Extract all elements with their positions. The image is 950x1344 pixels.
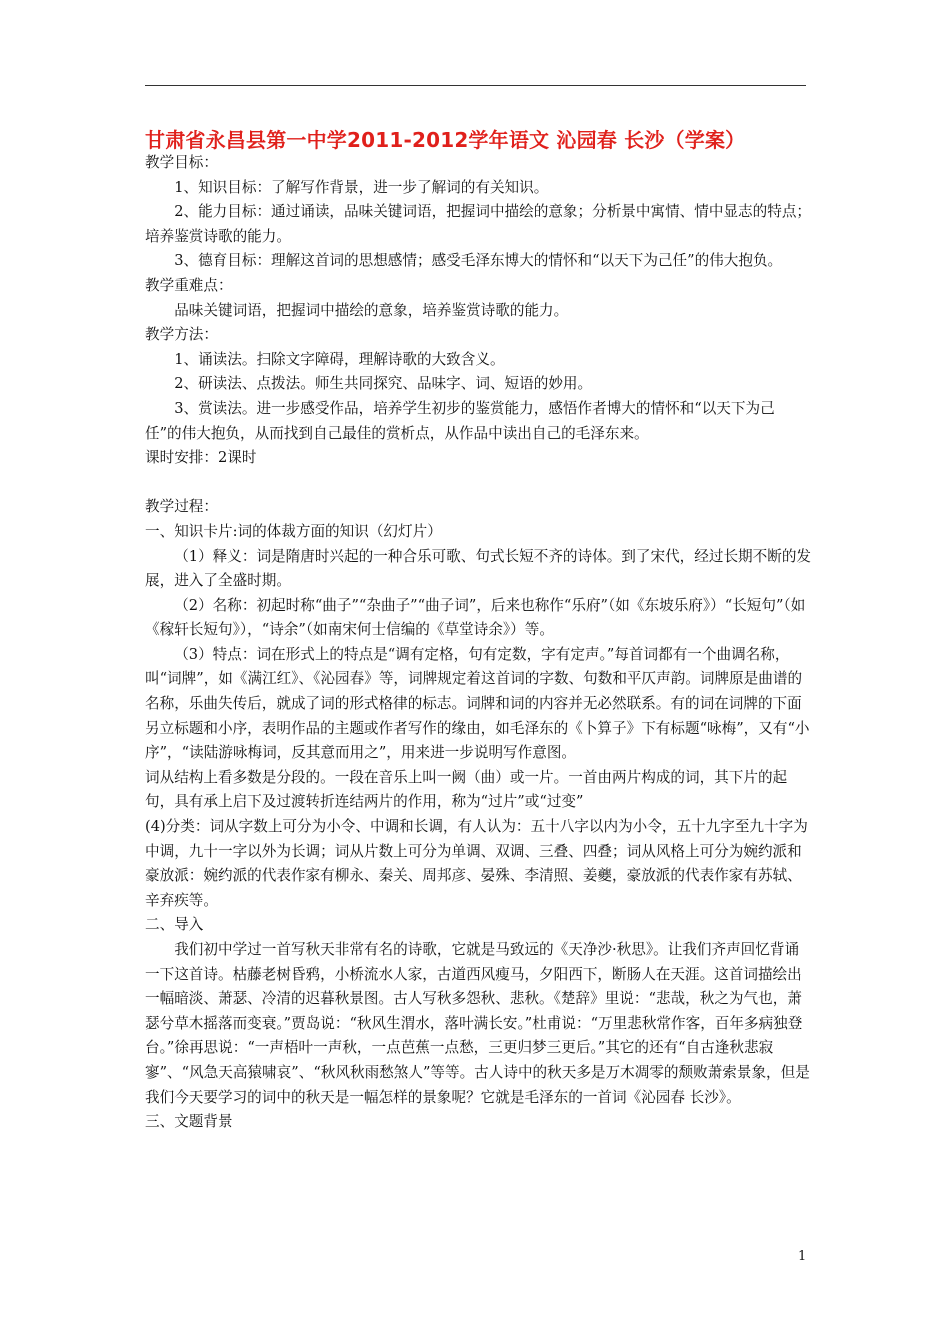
card-classification: (4)分类：词从字数上可分为小令、中调和长调，有人认为：五十八字以内为小令，五十九字至九十字为中调，九十一字以外为长调；词从片数上可分为单调、双调、三叠、四叠；词从风格上可分为婉约派和豪放派：婉约派的代表作家有柳永、秦关、周邦彦、晏殊、李清照、姜夔，豪放派的代表作家有苏轼、辛弃疾等。 [145, 818, 808, 909]
method-appreciation: 3、赏读法。进一步感受作品，培养学生初步的鉴赏能力，感悟作者博大的情怀和“以天下为己任”的伟大抱负，从而找到自己最佳的赏析点，从作品中读出自己的毛泽东来。 [145, 399, 775, 442]
document-title: 甘肃省永昌县第一中学2011-2012学年语文 沁园春 长沙（学案） [145, 128, 746, 152]
card-definition: （1）释义：词是隋唐时兴起的一种合乐可歌、句式长短不齐的诗体。到了宋代，经过长期不断的发展，进入了全盛时期。 [145, 547, 812, 590]
section-heading-key-points: 教学重难点： [145, 276, 233, 294]
section-background: 三、文题背景 [145, 1113, 233, 1131]
introduction-text: 我们初中学过一首写秋天非常有名的诗歌，它就是马致远的《天净沙·秋思》。让我们齐声回忆背诵一下这首诗。枯藤老树昏鸦，小桥流水人家，古道西风瘦马，夕阳西下，断肠人在天涯。这首词描绘出一幅暗淡、萧瑟、冷清的迟暮秋景图。古人写秋多怨秋、悲秋。《楚辞》里说：“悲哉，秋之为气也，萧瑟兮草木摇落而变衰。”贾岛说：“秋风生渭水，落叶满长安。”杜甫说：“万里悲秋常作客，百年多病独登台。”徐再思说：“一声梧叶一声秋，一点芭蕉一点愁，三更归梦三更后。”其它的还有“自古逢秋悲寂寥”、“风急天高猿啸哀”、“秋风秋雨愁煞人”等等。古人诗中的秋天多是万木凋零的颓败萧索景象，但是我们今天要学习的词中的秋天是一幅怎样的景象呢？它就是毛泽东的一首词《沁园春 长沙》。 [145, 941, 810, 1106]
goal-knowledge: 1、知识目标：了解写作背景，进一步了解词的有关知识。 [174, 178, 549, 196]
section-introduction: 二、导入 [145, 916, 204, 934]
section-heading-goals: 教学目标： [145, 154, 218, 171]
document-body [145, 151, 811, 1135]
goal-ability: 2、能力目标：通过诵读，品味关键词语，把握词中描绘的意象；分析景中寓情、情中显志的特点；培养鉴赏诗歌的能力。 [145, 203, 812, 245]
method-study: 2、研读法、点拨法。师生共同探究、品味字、词、短语的妙用。 [174, 375, 593, 393]
key-points-text: 品味关键词语，把握词中描绘的意象，培养鉴赏诗歌的能力。 [174, 301, 569, 319]
card-features: （3）特点：词在形式上的特点是“调有定格，句有定数，字有定声。”每首词都有一个曲调名称，叫“词牌”，如《满江红》、《沁园春》等，词牌规定着这首词的字数、句数和平仄声韵。词牌原是曲谱的名称，乐曲失传后，就成了词的形式格律的标志。词牌和词的内容并无必然联系。有的词在词牌的下面另立标题和小序，表明作品的主题或作者写作的缘由，如毛泽东的《卜算子》下有标题“咏梅”，又有“小序”，“读陆游咏梅词，反其意而用之”，用来进一步说明写作意图。 [145, 645, 810, 762]
card-structure: 词从结构上看多数是分段的。一段在音乐上叫一阙（曲）或一片。一首由两片构成的词，其下片的起句，具有承上启下及过渡转折连结两片的作用，称为“过片”或“过变” [145, 768, 788, 811]
method-recitation: 1、诵读法。扫除文字障碍，理解诗歌的大致含义。 [174, 350, 505, 368]
section-heading-methods: 教学方法： [145, 326, 218, 344]
schedule-line: 课时安排：2课时 [145, 449, 257, 467]
goal-moral: 3、德育目标：理解这首词的思想感情；感受毛泽东博大的情怀和“以天下为己任”的伟大抱负。 [174, 252, 783, 270]
header-rule [145, 85, 806, 86]
section-knowledge-card: 一、知识卡片:词的体裁方面的知识（幻灯片） [145, 522, 442, 540]
blank-line [145, 471, 811, 496]
card-names: （2）名称：初起时称“曲子”“杂曲子”“曲子词”，后来也称作“乐府”（如《东坡乐府》）“长短句”（如《稼轩长短句》），“诗余”（如南宋何士信编的《草堂诗余》）等。 [145, 596, 806, 639]
page-number: 1 [798, 1249, 807, 1264]
section-heading-process: 教学过程： [145, 498, 218, 516]
